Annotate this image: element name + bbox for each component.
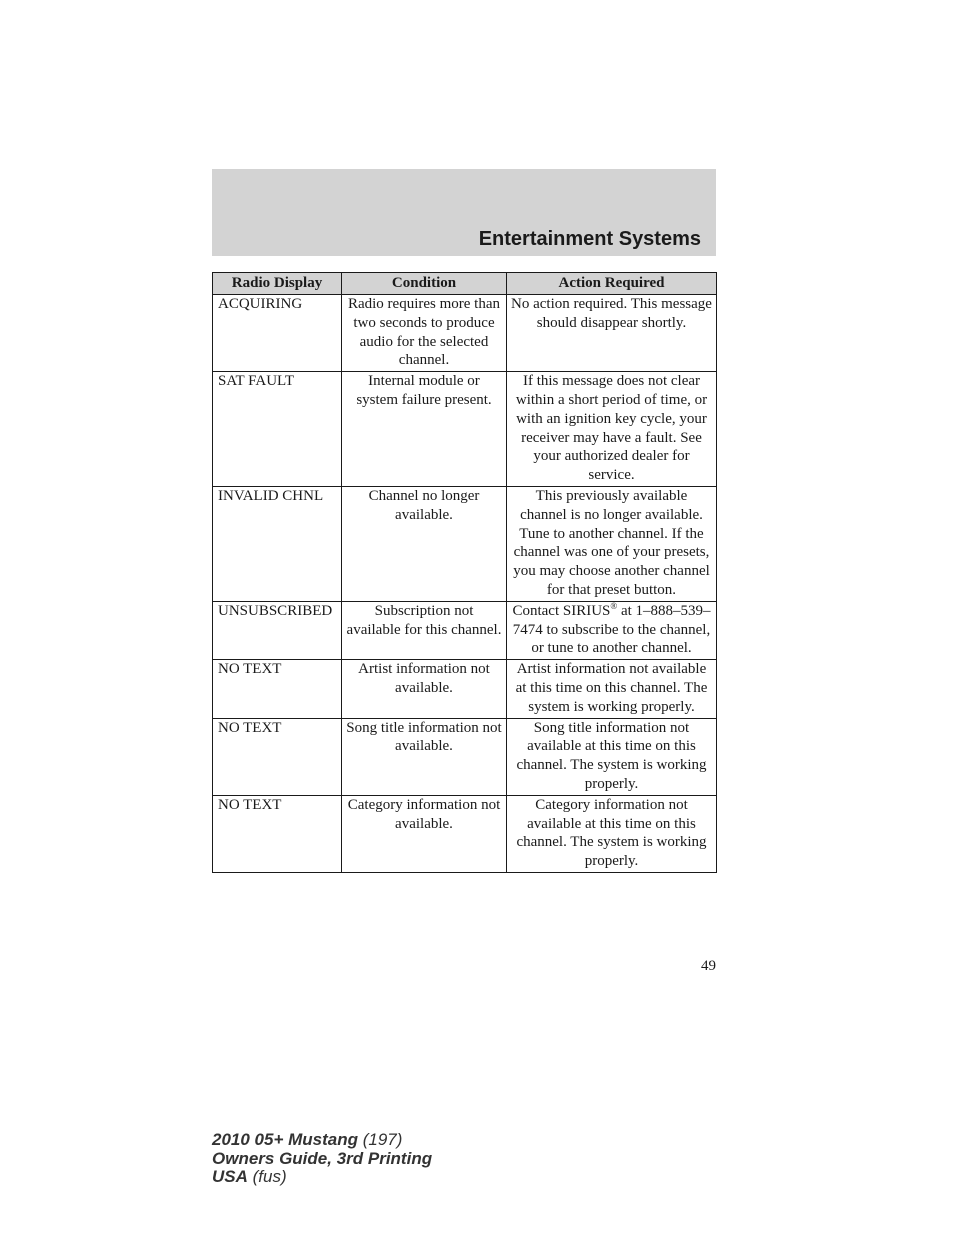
section-header-band — [212, 169, 716, 256]
action-cell: Category information not available at this time on this channel. The system is working properly. — [507, 795, 717, 872]
action-cell: No action required. This message should disappear shortly. — [507, 295, 717, 372]
section-title: Entertainment Systems — [478, 228, 701, 250]
column-header-action-required: Action Required — [507, 273, 717, 295]
action-cell: Song title information not available at this time on this channel. The system is working properly. — [507, 718, 717, 795]
document-footer — [212, 1131, 432, 1187]
action-text-start: Contact SIRIUS — [512, 602, 611, 619]
column-header-radio-display: Radio Display — [213, 273, 342, 295]
radio-display-cell: SAT FAULT — [213, 372, 342, 487]
radio-display-table — [212, 272, 717, 873]
condition-cell: Category information not available. — [342, 795, 507, 872]
table-header-row — [213, 273, 717, 295]
radio-display-cell: UNSUBSCRIBED — [213, 601, 342, 659]
action-text-end: at 1–888–539–7474 to subscribe to the channel, or tune to another channel. — [512, 602, 711, 657]
column-header-condition: Condition — [342, 273, 507, 295]
footer-line-model — [212, 1131, 432, 1150]
condition-cell: Artist information not available. — [342, 660, 507, 718]
radio-display-cell: NO TEXT — [213, 718, 342, 795]
radio-display-cell: NO TEXT — [213, 660, 342, 718]
table-row — [213, 795, 717, 872]
footer-line-printing: Owners Guide, 3rd Printing — [212, 1148, 433, 1168]
footer-market: USA — [212, 1167, 248, 1186]
table-row — [213, 601, 717, 659]
action-cell — [507, 601, 717, 659]
radio-display-cell: ACQUIRING — [213, 295, 342, 372]
action-cell: This previously available channel is no longer available. Tune to another channel. If the channel was one of your presets, you may choose another channel for that preset button. — [507, 486, 717, 601]
condition-cell: Song title information not available. — [342, 718, 507, 795]
table-row — [213, 660, 717, 718]
condition-cell: Channel no longer available. — [342, 486, 507, 601]
footer-market-code: (fus) — [247, 1167, 287, 1186]
footer-model: 2010 05+ Mustang — [212, 1130, 358, 1149]
radio-display-cell: INVALID CHNL — [213, 486, 342, 601]
table-row — [213, 486, 717, 601]
radio-display-cell: NO TEXT — [213, 795, 342, 872]
table-row — [213, 295, 717, 372]
registered-mark: ® — [610, 600, 618, 611]
table-row — [213, 372, 717, 487]
footer-line-market — [212, 1168, 432, 1187]
page-number: 49 — [701, 958, 716, 974]
footer-model-code: (197) — [358, 1130, 403, 1149]
table-row — [213, 718, 717, 795]
action-cell: If this message does not clear within a short period of time, or with an ignition key cycle, your receiver may have a fault. See your authorized dealer for service. — [507, 372, 717, 487]
condition-cell: Internal module or system failure present. — [342, 372, 507, 487]
condition-cell: Subscription not available for this channel. — [342, 601, 507, 659]
condition-cell: Radio requires more than two seconds to produce audio for the selected channel. — [342, 295, 507, 372]
action-cell: Artist information not available at this time on this channel. The system is working properly. — [507, 660, 717, 718]
